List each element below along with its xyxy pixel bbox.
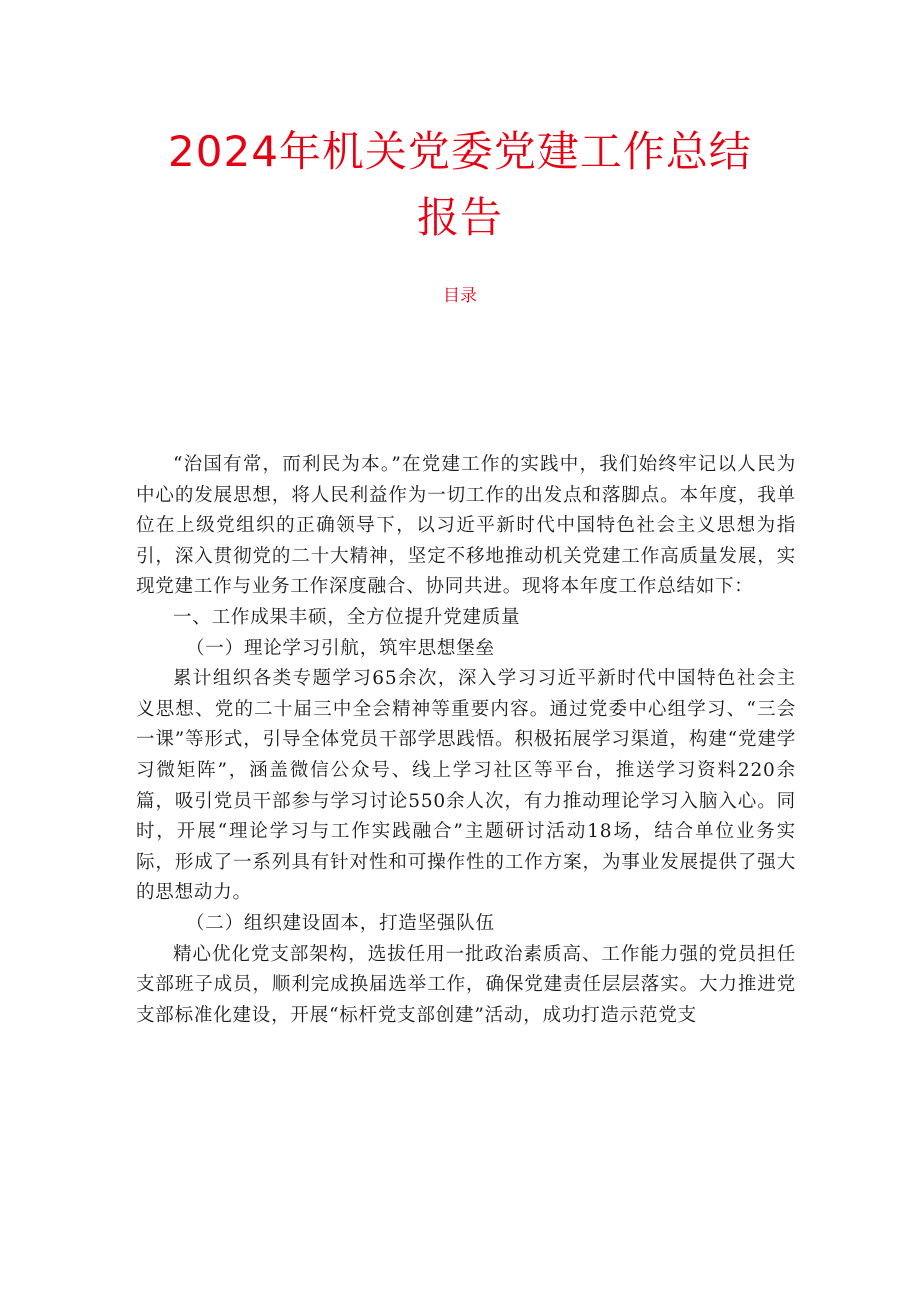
subsection-1-paragraph: 累计组织各类专题学习65余次，深入学习习近平新时代中国特色社会主义思想、党的二十届三中全会精神等重要内容。通过党委中心组学习、“三会一课”等形式，引导全体党员干部学思践悟。积极拓展学习渠道，构建“党建学习微矩阵”，涵盖微信公众号、线上学习社区等平台，推送学习资料220余篇，吸引党员干部参与学习讨论550余人次，有力推动理论学习入脑入心。同时，开展“理论学习与工作实践融合”主题研讨活动18场，结合单位业务实际，形成了一系列具有针对性和可操作性的工作方案，为事业发展提供了强大的思想动力。 bbox=[136, 668, 796, 904]
subsection-heading-1: （一）理论学习引航，筑牢思想堡垒 bbox=[186, 637, 495, 659]
intro-paragraph: “治国有常，而利民为本。”在党建工作的实践中，我们始终牢记以人民为中心的发展思想，将人民利益作为一切工作的出发点和落脚点。本年度，我单位在上级党组织的正确领导下，以习近平新时代中国特色社会主义思想为指引，深入贯彻党的二十大精神，坚定不移地推动机关党建工作高质量发展，实现党建工作与业务工作深度融合、协同共进。现将本年度工作总结如下： bbox=[136, 454, 796, 598]
document-title-line2: 报告 bbox=[416, 193, 503, 242]
subsection-heading-2: （二）组织建设固本，打造坚强队伍 bbox=[186, 912, 495, 934]
document-body bbox=[136, 450, 796, 1031]
subsection-2-paragraph: 精心优化党支部架构，选拔任用一批政治素质高、工作能力强的党员担任支部班子成员，顺利完成换届选举工作，确保党建责任层层落实。大力推进党支部标准化建设，开展“标杆党支部创建”活动，成功打造示范党支 bbox=[136, 943, 796, 1026]
table-of-contents-label: 目录 bbox=[443, 286, 477, 306]
section-heading-1: 一、工作成果丰硕，全方位提升党建质量 bbox=[173, 606, 521, 628]
document-title-line1: 2024年机关党委党建工作总结 bbox=[168, 127, 752, 176]
